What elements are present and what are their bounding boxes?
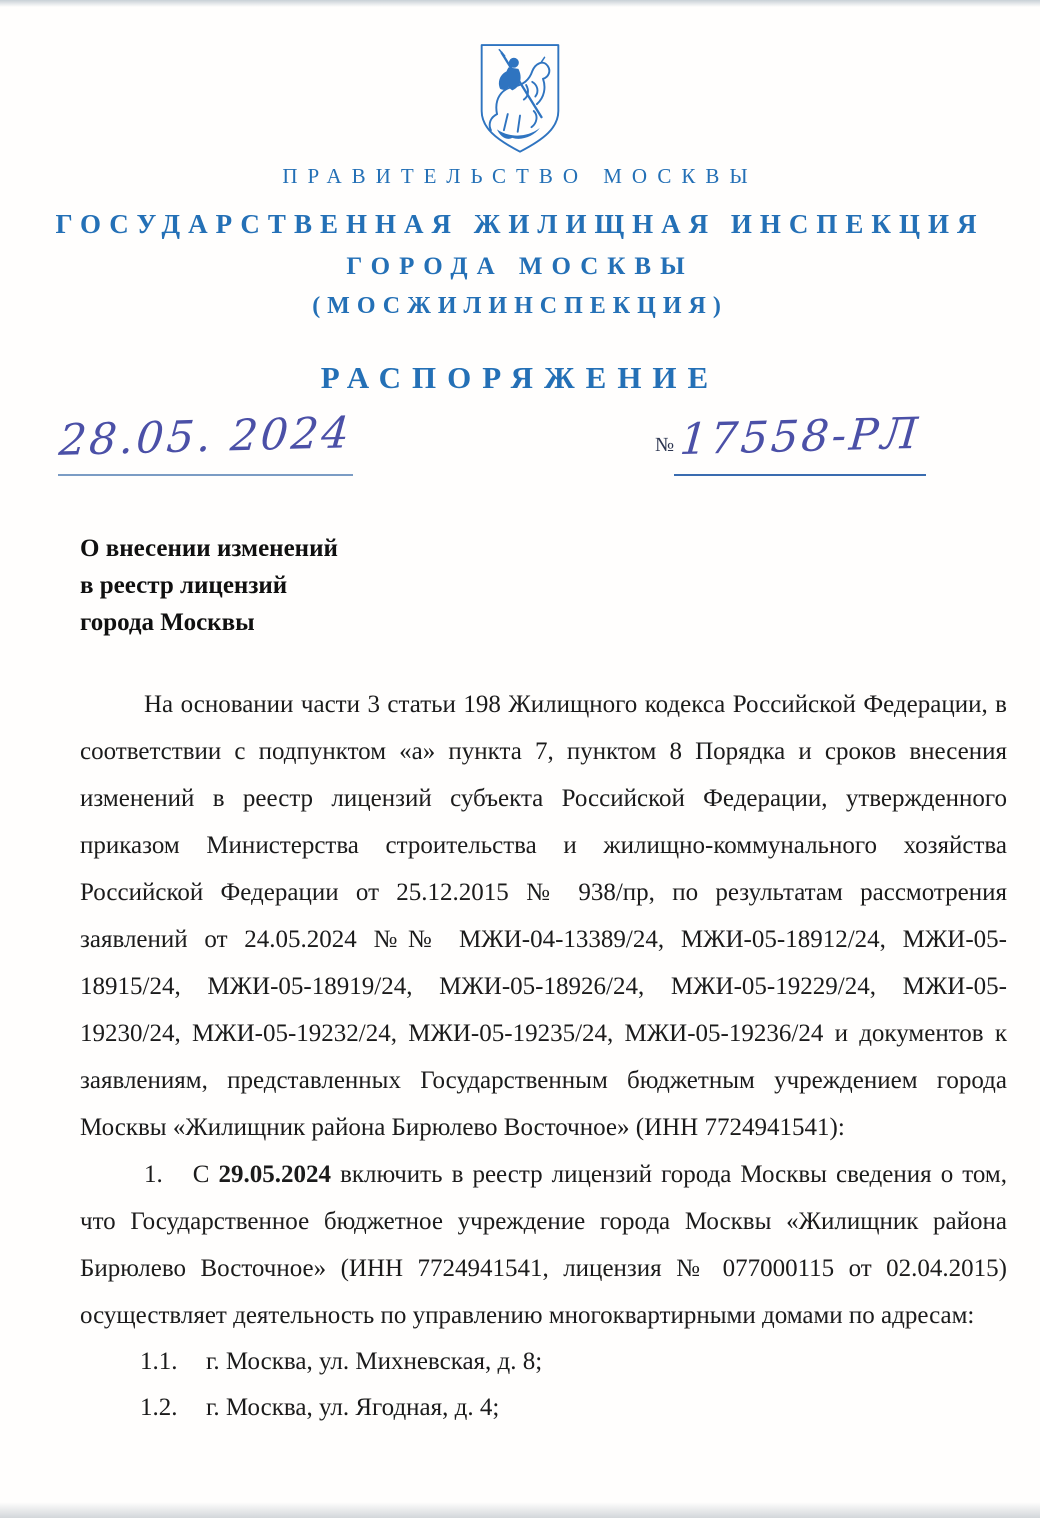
scan-edge-top: [0, 0, 1040, 7]
address-item-number: 1.1.: [140, 1348, 178, 1375]
document-type-title: РАСПОРЯЖЕНИЕ: [320, 360, 720, 395]
address-item: [80, 1339, 1007, 1385]
subject-line: города Москвы: [80, 609, 255, 636]
paragraph-legal-basis-text: На основании части 3 статьи 198 Жилищного кодекса Российской Федерации, в соответствии с подпунктом «а» пункта 7, пунктом 8 Порядка и сроков внесения изменений в реестр лицензий субъекта Российской Федерации, утвержденного приказом Министерства строительства и жилищно-коммунального хозяйства Российской Федерации от 25.12.2015 № 938/пр, по результатам рассмотрения заявлений от 24.05.2024 №№ МЖИ-04-13389/24, МЖИ-05-18912/24, МЖИ-05-18915/24, МЖИ-05-18919/24, МЖИ-05-18926/24, МЖИ-05-19229/24, МЖИ-05-19230/24, МЖИ-05-19232/24, МЖИ-05-19235/24, МЖИ-05-19236/24 и документов к заявлениям, представленных Государственным бюджетным учреждением города Москвы «Жилищник района Бирюлево Восточное» (ИНН 7724941541):: [80, 691, 1007, 1141]
scan-edge-bottom: [0, 1502, 1040, 1518]
requisites-row: [0, 410, 1040, 502]
document-body: [80, 681, 1007, 1431]
number-field: [655, 408, 926, 474]
number-sign-label: №: [655, 434, 675, 456]
date-field: [57, 408, 354, 476]
subject-block: [80, 530, 1040, 641]
subject-line: О внесении изменений: [80, 535, 338, 562]
address-item-text: г. Москва, ул. Михневская, д. 8;: [206, 1348, 543, 1375]
handwritten-date: 28.05. 2024: [57, 408, 354, 466]
subject-line: в реестр лицензий: [80, 572, 288, 599]
item-effective-date: 29.05.2024: [218, 1161, 331, 1188]
item-text-before-date: С: [192, 1161, 219, 1188]
address-item-text: г. Москва, ул. Ягодная, д. 4;: [206, 1394, 500, 1421]
moscow-coat-of-arms-icon: [474, 40, 566, 156]
handwritten-number: 17558-РЛ: [678, 408, 923, 466]
address-item-number: 1.2.: [140, 1394, 178, 1421]
org-short-name: (МОСЖИЛИНСПЕКЦИЯ): [312, 293, 728, 319]
paragraph-item-1: [80, 1151, 1007, 1339]
number-underline: [674, 408, 926, 476]
address-list: [80, 1339, 1007, 1431]
item-text-after-date: включить в реестр лицензий города Москвы сведения о том, что Государственное бюджетное учреждение города Москвы «Жилищник района Бирюлево Восточное» (ИНН 7724941541, лицензия № 077000115 от 02.04.2015) осуществляет деятельность по управлению многоквартирными домами по адресам:: [80, 1161, 1007, 1329]
paragraph-legal-basis: [80, 681, 1007, 1151]
item-number: 1.: [144, 1161, 163, 1188]
org-name-line1: ГОСУДАРСТВЕННАЯ ЖИЛИЩНАЯ ИНСПЕКЦИЯ: [55, 209, 985, 239]
government-line: ПРАВИТЕЛЬСТВО МОСКВЫ: [282, 164, 758, 188]
org-name-line2: ГОРОДА МОСКВЫ: [346, 253, 694, 280]
address-item: [80, 1385, 1007, 1431]
